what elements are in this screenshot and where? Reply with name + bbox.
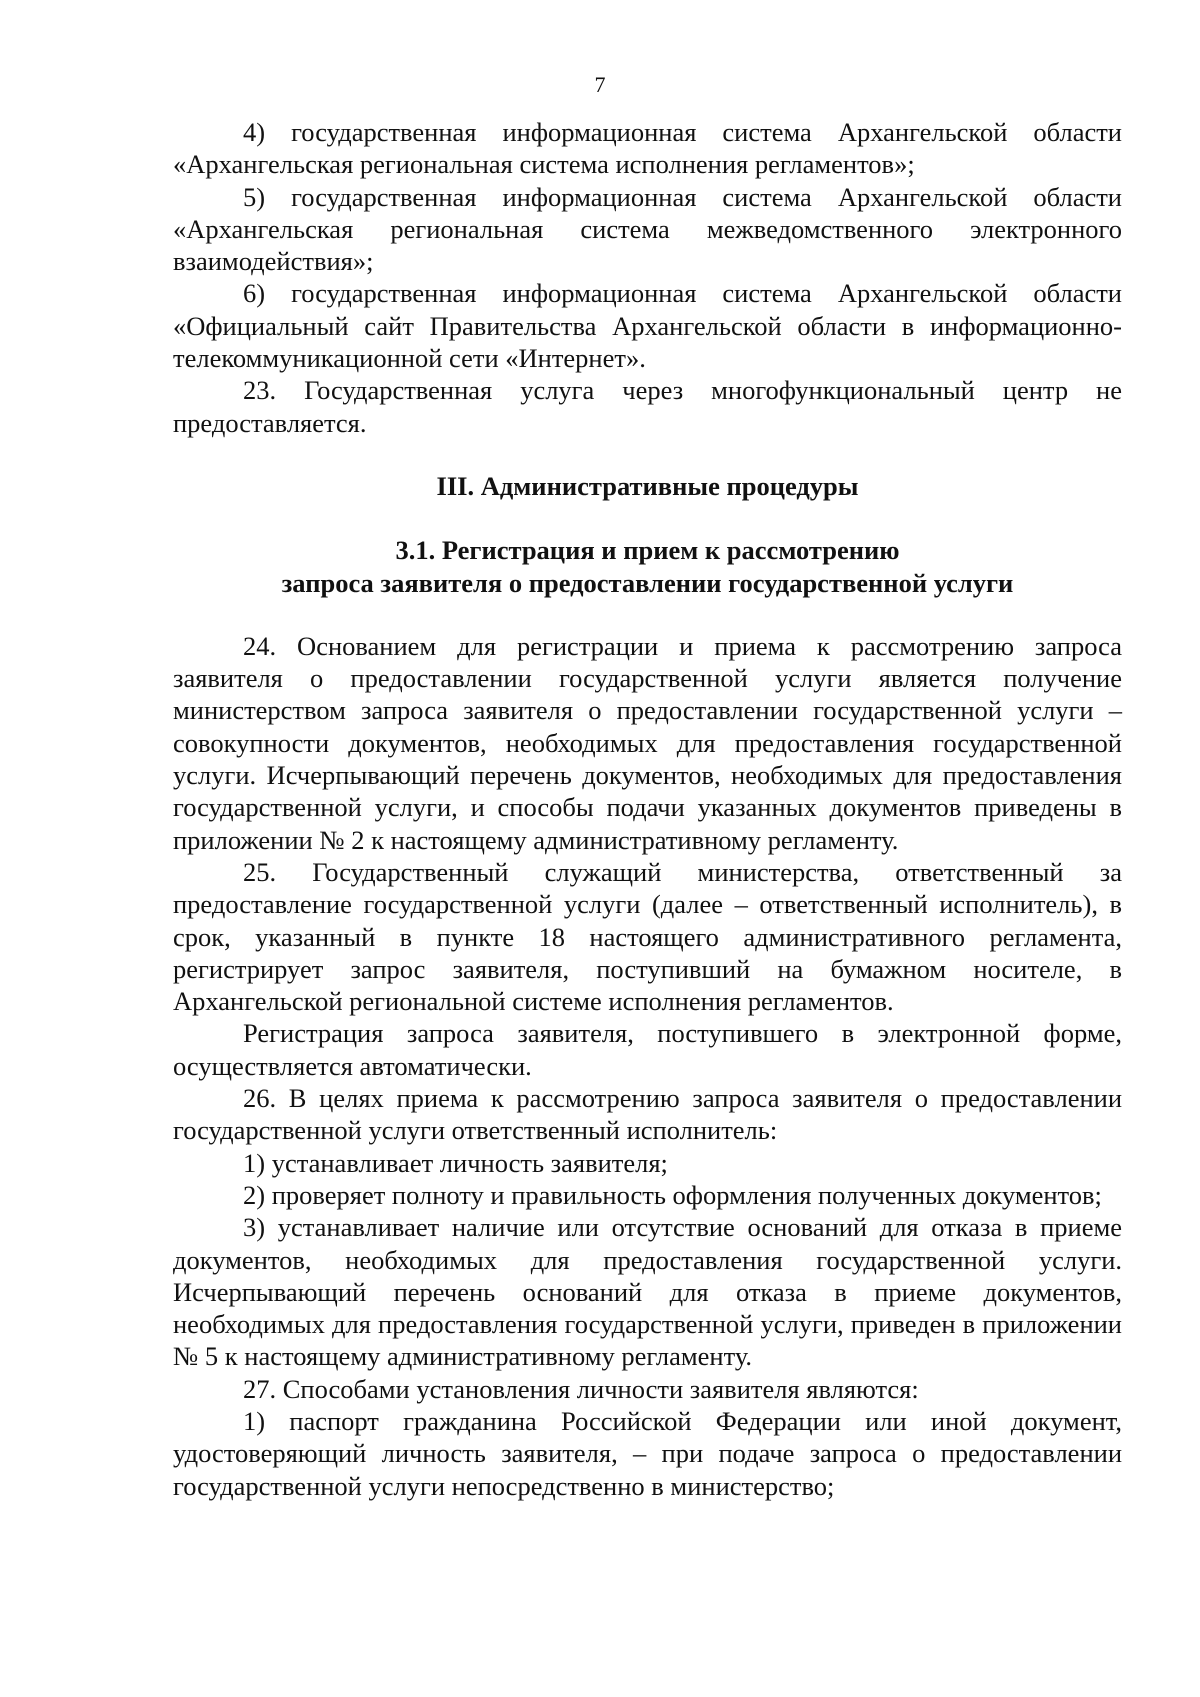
spacer [173,502,1122,534]
paragraph: 23. Государственная услуга через многофункциональный центр не предоставляется. [173,375,1122,438]
spacer [173,439,1122,470]
paragraph: 5) государственная информационная система Архангельской области «Архангельская региональная система межведомственного электронного взаимодействия»; [173,181,1122,277]
subsection-heading-line-2: запроса заявителя о предоставлении государственной услуги [281,567,1014,598]
page-number: 7 [594,72,606,97]
spacer [173,599,1122,630]
subsection-heading-line-1: 3.1. Регистрация и прием к рассмотрению [395,535,900,566]
paragraph: 27. Способами установления личности заявителя являются: [243,1373,919,1404]
paragraph: 1) паспорт гражданина Российской Федерации или иной документ, удостоверяющий личность заявителя, – при подаче запроса о предоставлении государственной услуги непосредственно в министерство; [173,1405,1122,1501]
paragraph: 1) устанавливает личность заявителя; [243,1147,668,1178]
paragraph: 26. В целях приема к рассмотрению запроса заявителя о предоставлении государственной услуги ответственный исполнитель: [173,1083,1122,1146]
document-body [173,116,1122,1502]
paragraph: 3) устанавливает наличие или отсутствие оснований для отказа в приеме документов, необходимых для предоставления государственной услуги. Исчерпывающий перечень оснований для отказа в приеме документов, необходимых для предоставления государственной услуги, приведен в приложении № 5 к настоящему административному регламенту. [173,1212,1122,1372]
paragraph: 6) государственная информационная система Архангельской области «Официальный сайт Правительства Архангельской области в информационно-телекоммуникационной сети «Интернет». [173,278,1122,374]
section-heading: III. Административные процедуры [436,470,859,501]
paragraph: 4) государственная информационная система Архангельской области «Архангельская региональная система исполнения регламентов»; [173,117,1122,180]
paragraph: 25. Государственный служащий министерства, ответственный за предоставление государственной услуги (далее – ответственный исполнитель), в срок, указанный в пункте 18 настоящего административного регламента, регистрирует запрос заявителя, поступивший на бумажном носителе, в Архангельской региональной системе исполнения регламентов. [173,856,1122,1017]
paragraph: 2) проверяет полноту и правильность оформления полученных документов; [243,1179,1102,1210]
paragraph: 24. Основанием для регистрации и приема к рассмотрению запроса заявителя о предоставлении государственной услуги является получение министерством запроса заявителя о предоставлении государственной услуги – совокупности документов, необходимых для предоставления государственной услуги. Исчерпывающий перечень документов, необходимых для предоставления государственной услуги, и способы подачи указанных документов приведены в приложении № 2 к настоящему административному регламенту. [173,630,1122,855]
paragraph: Регистрация запроса заявителя, поступившего в электронной форме, осуществляется автоматически. [173,1018,1122,1081]
